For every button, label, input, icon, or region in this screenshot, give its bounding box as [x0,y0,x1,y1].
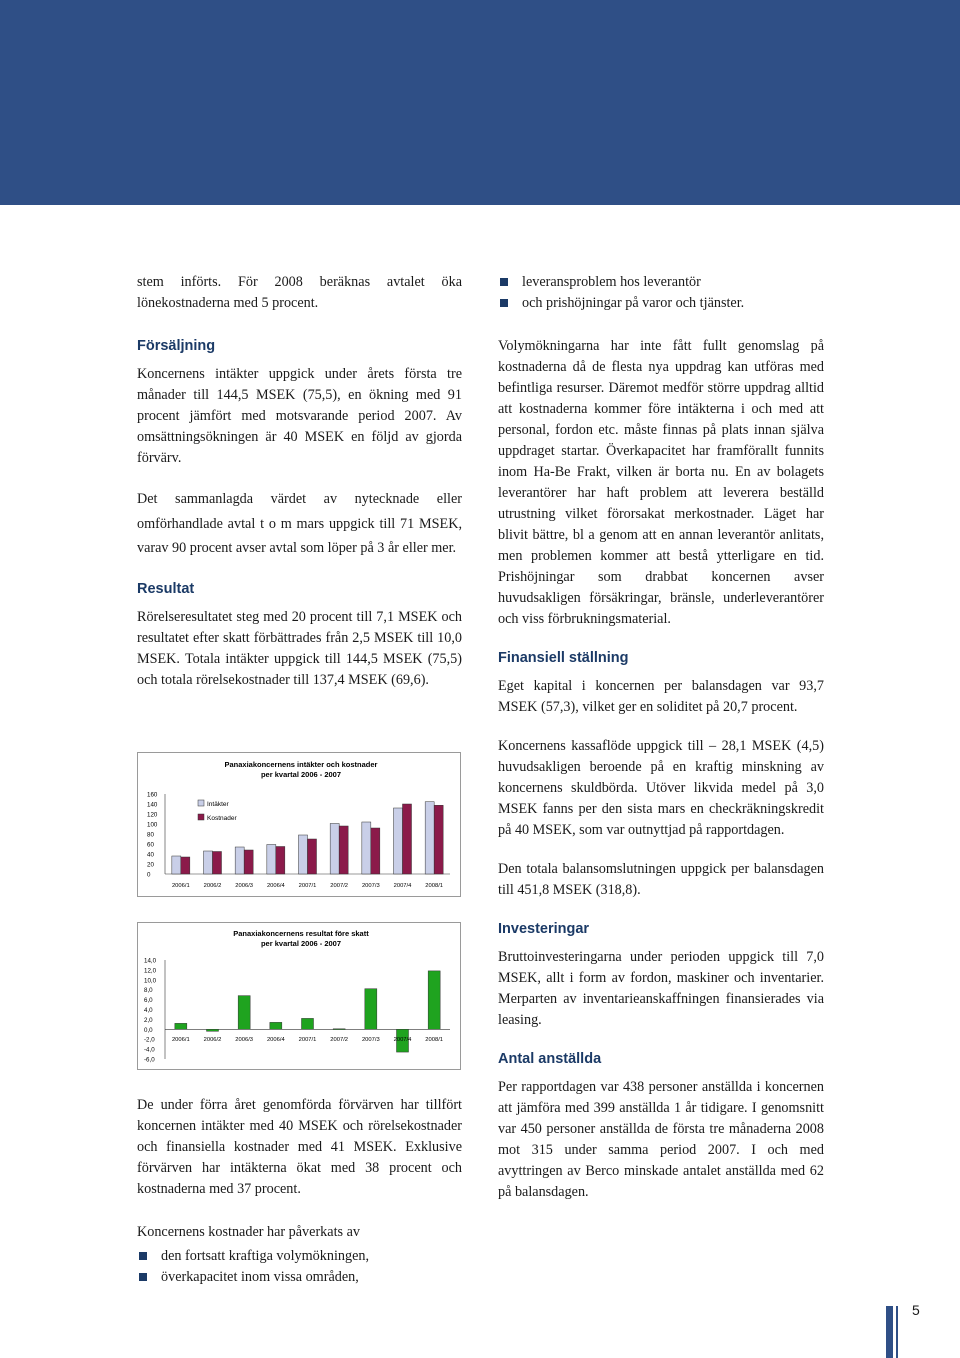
balance-paragraph: Den totala balansomslutningen uppgick per balansdagen till 451,8 MSEK (318,8). [498,861,824,898]
chart1-bar [181,857,190,874]
chart1-bar [308,839,317,874]
chart2-y-tick-label: 0,0 [144,1026,153,1034]
volume-paragraph: Volymökningarna har inte fått fullt genomslag på kostnaderna då de flesta nya uppdrag kan utföras med befintliga resurser. Däremot medför större uppdrag alltid att kostnaderna kommer före intäkterna i och med att personal, fordon etc. måste finnas på plats innan själva uppdraget startar. Överkapacitet har framförallt funnits inom Ha-Be Frakt, vilken är borta nu. En av bolagets leverantörer har haft problem att leverera beställd utrustning vilket förorsakat merkostnader. Läget har blivit bättre, bl a genom att en annan leverantör anlitats, men problemen kommer att bestå ytterligare en tid. Prishöjningar som drabbat koncernen avser huvudsakligen försäkringar, bränsle, underleverantörer och viss förbrukningsmaterial. [498,338,824,627]
chart2-bar [302,1018,314,1029]
left-column-lower [137,1095,462,1288]
chart2-bar [270,1022,282,1029]
chart2-title: Panaxiakoncernens resultat före skatt [233,929,369,938]
chart1-bar [394,808,403,874]
chart1-y-tick-label: 140 [147,801,158,809]
sales-paragraph-1: Koncernens intäkter uppgick under årets första tre månader till 144,5 MSEK (75,5), en ökning med 91 procent jämfört med motsvarande period 2007. Av omsättningsökningen är 40 MSEK en följd av gjorda förvärv. [137,366,462,466]
heading-sales: Försäljning [137,338,216,354]
income-cost-chart [137,752,461,897]
bullet-square-icon [500,278,508,286]
chart2-category-label: 2007/3 [361,1037,380,1043]
chart1-bar [362,822,371,874]
bullet-square-icon [500,299,508,307]
left-column [137,272,462,691]
chart2-category-label: 2006/3 [235,1037,254,1043]
supplier-bullet-list [498,272,824,314]
chart2-category-label: 2008/1 [425,1037,444,1043]
chart1-category-label: 2008/1 [425,883,444,889]
chart2-category-label: 2007/4 [393,1037,412,1043]
chart1-category-label: 2007/2 [330,883,349,889]
chart1-bar [403,804,412,874]
chart2-subtitle: per kvartal 2006 - 2007 [260,939,342,948]
chart1-category-label: 2006/2 [203,883,222,889]
list-item: överkapacitet inom vissa områden, [137,1267,462,1288]
chart2-bar [333,1029,345,1030]
acquisition-paragraph: De under förra året genomförda förvärven har tillfört koncernen intäkter med 40 MSEK och rörelsekostnader och finansiella kostnader med 41 MSEK. Exklusive förvärven har intäkterna ökat med 38 procent och kostnaderna med 37 procent. [137,1097,462,1197]
chart1-category-label: 2007/1 [298,883,317,889]
chart1-category-label: 2007/3 [361,883,380,889]
heading-result: Resultat [137,580,195,597]
financial-paragraph: Eget kapital i koncernen per balansdagen var 93,7 MSEK (57,3), vilket ger en soliditet på 20,7 procent. [498,678,824,715]
chart1-category-label: 2006/4 [266,883,285,889]
costs-bullet-list [137,1246,462,1288]
chart2-y-tick-label: -4,0 [144,1046,155,1054]
chart1-y-tick-label: 20 [147,861,154,869]
chart2-y-tick-label: 4,0 [144,1007,153,1014]
right-column [498,272,824,1203]
chart1-y-tick-label: 100 [147,821,158,829]
chart1-y-tick-label: 160 [147,791,158,799]
chart2-category-label: 2006/2 [203,1037,222,1043]
heading-employees: Antal anställda [498,1051,602,1067]
chart1-bar [330,824,339,875]
chart2-category-label: 2006/1 [171,1037,190,1043]
intro-paragraph: stem införts. För 2008 beräknas avtalet öka lönekostnaderna med 5 procent. [137,274,462,311]
chart1-bar [339,826,348,874]
chart1-bar [244,850,253,874]
list-item: leveransproblem hos leverantör [498,272,824,293]
chart2-category-label: 2006/4 [266,1037,285,1043]
legend-income-swatch [198,800,204,806]
income-cost-chart-svg [138,753,460,896]
chart2-bar [238,996,250,1030]
chart1-bar [425,802,434,874]
chart1-bar [213,852,222,875]
page-marker-bar [886,1306,893,1358]
chart2-bar [365,989,377,1030]
chart1-bar [434,805,443,874]
profit-chart [137,922,461,1070]
bullet-square-icon [139,1252,147,1260]
chart1-bar [299,835,308,874]
chart1-category-label: 2007/4 [393,883,412,889]
chart1-bar [204,851,213,874]
chart1-y-tick-label: 80 [147,831,154,839]
page-marker-bar-thin [896,1306,898,1358]
chart1-title: Panaxiakoncernens intäkter och kostnader [224,760,378,769]
chart1-category-label: 2006/3 [235,883,254,889]
chart2-y-tick-label: 8,0 [144,987,153,995]
chart1-bar [371,828,380,874]
chart2-category-label: 2007/2 [330,1037,349,1043]
costs-intro: Koncernens kostnader har påverkats av [137,1224,360,1240]
chart2-y-tick-label: -2,0 [144,1036,155,1044]
heading-investments: Investeringar [498,921,590,937]
investments-paragraph: Bruttoinvesteringarna under perioden uppgick till 7,0 MSEK, allt i form av fordon, maskiner och inventarier. Merparten av inventarieanskaffningen finansierades via leasing. [498,949,824,1028]
cashflow-paragraph: Koncernens kassaflöde uppgick till – 28,1 MSEK (4,5) huvudsakligen beroende på en kraftig minskning av koncernens skuldbörda. Utöver likvida medel på 3,0 MSEK fanns per den sista mars en checkräkningskredit på 40 MSEK, som var outnyttjad på rapportdagen. [498,738,824,838]
chart1-y-tick-label: 120 [147,811,158,819]
legend-income-label: Intäkter [207,801,229,808]
chart1-category-label: 2006/1 [171,883,190,889]
chart1-bar [267,845,276,875]
sales-paragraph-2: Det sammanlagda värdet av nytecknade eller omförhandlade avtal t o m mars uppgick till 71 MSEK, varav 90 procent avser avtal som löper på 3 år eller mer. [137,491,462,556]
chart2-bar [428,971,440,1029]
chart1-bar [235,847,244,874]
result-paragraph: Rörelseresultatet steg med 20 procent till 7,1 MSEK och resultatet efter skatt förbättrades från 2,5 MSEK till 10,0 MSEK. Totala intäkter uppgick till 144,5 MSEK (75,5) och totala rörelsekostnader till 137,4 MSEK (69,6). [137,608,462,688]
heading-financial-position: Finansiell ställning [498,650,629,666]
chart2-bar [207,1029,219,1031]
header-band [0,0,960,205]
list-item: den fortsatt kraftiga volymökningen, [137,1246,462,1267]
bullet-square-icon [139,1273,147,1281]
profit-chart-svg [138,923,460,1069]
chart2-y-tick-label: 12,0 [144,967,157,975]
chart2-bar [175,1023,187,1029]
chart2-y-tick-label: 6,0 [144,997,153,1005]
chart2-y-tick-label: 2,0 [144,1016,153,1024]
chart2-y-tick-label: 10,0 [144,977,157,985]
legend-cost-label: Kostnader [207,815,237,822]
chart1-subtitle: per kvartal 2006 - 2007 [260,770,342,779]
chart2-y-tick-label: -6,0 [144,1056,155,1064]
chart1-bar [172,856,181,874]
chart1-bar [276,847,285,875]
list-item: och prishöjningar på varor och tjänster. [498,293,824,314]
chart1-y-tick-label: 0 [147,871,151,879]
legend-cost-swatch [198,814,204,820]
employees-paragraph: Per rapportdagen var 438 personer anställda i koncernen att jämföra med 399 anställda 1 år tidigare. I genomsnitt var 450 personer anställda de första tre månaderna 2008 mot 315 under samma period 2007. I och med avyttringen av Berco minskade antalet anställda med 62 på balansdagen. [498,1079,824,1200]
chart2-category-label: 2007/1 [298,1037,317,1043]
page-number: 5 [912,1302,920,1318]
chart2-y-tick-label: 14,0 [144,957,157,965]
chart1-y-tick-label: 60 [147,841,154,849]
chart1-y-tick-label: 40 [147,851,154,859]
